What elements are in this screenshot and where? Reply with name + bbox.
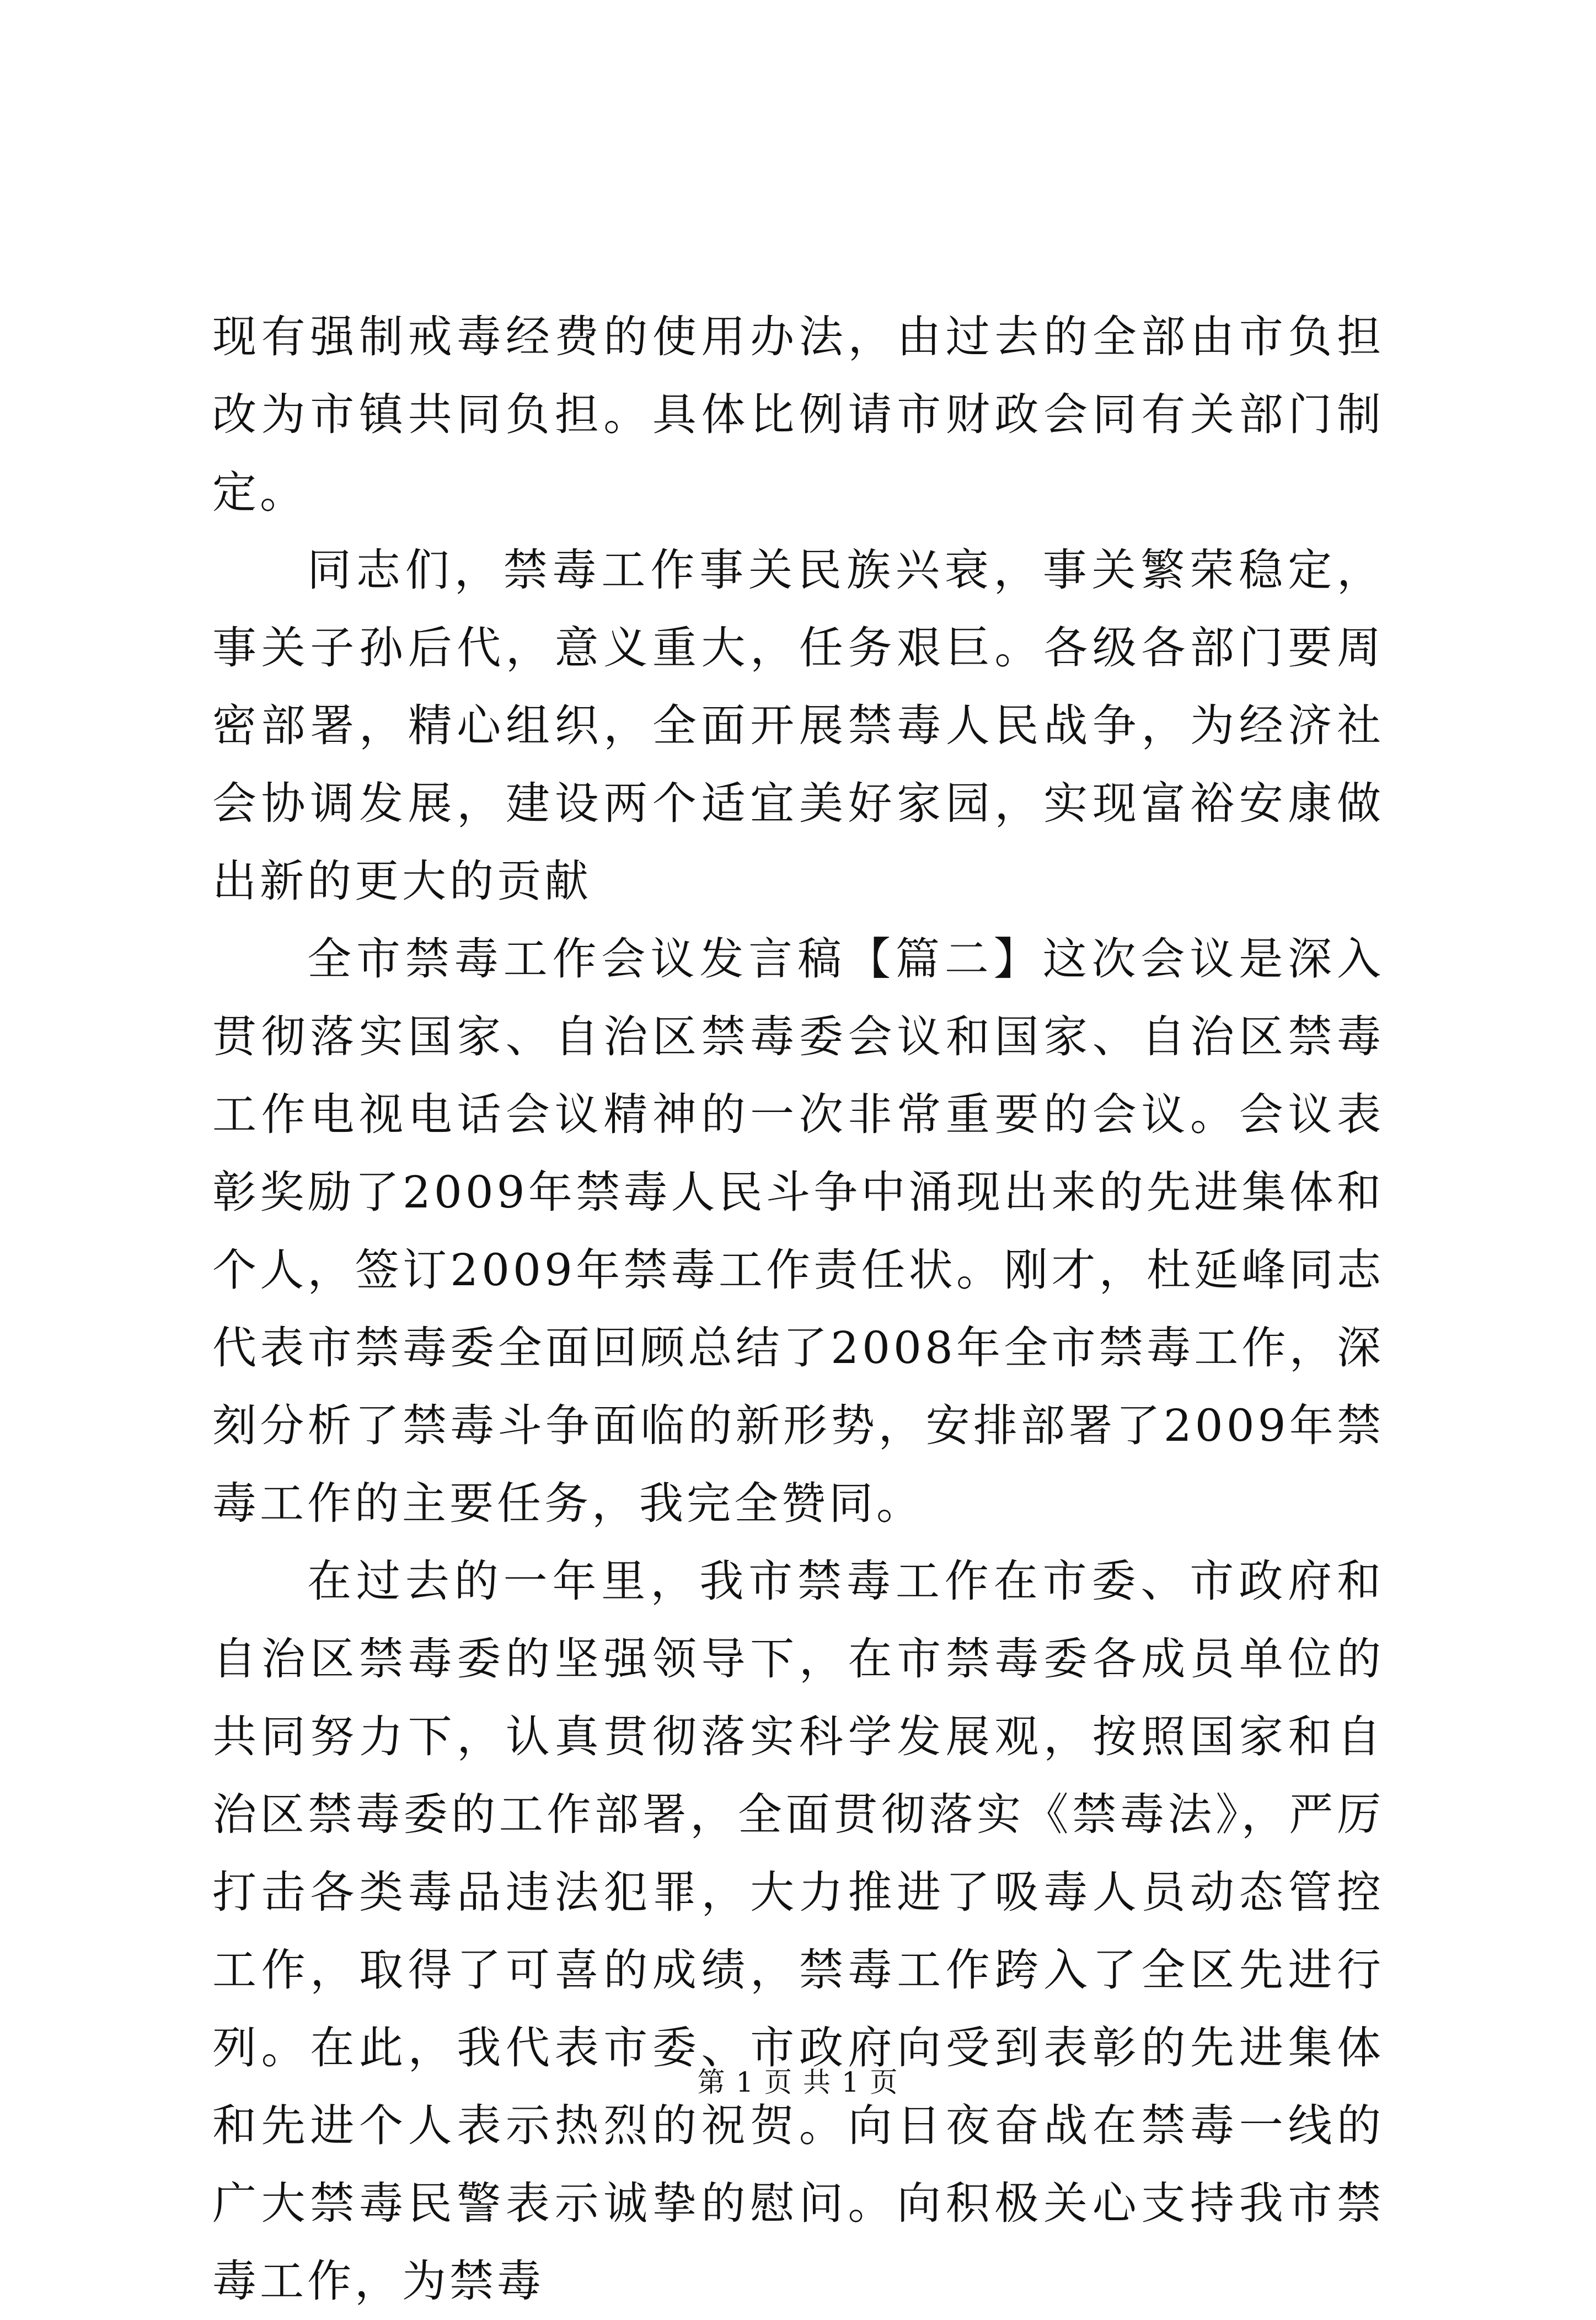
paragraph-1: 现有强制戒毒经费的使用办法，由过去的全部由市负担改为市镇共同负担。具体比例请市财政会同有关部门制定。 <box>212 311 1384 518</box>
page-footer: 第 1 页 共 1 页 <box>697 2066 899 2098</box>
paragraph-4: 在过去的一年里，我市禁毒工作在市委、市政府和自治区禁毒委的坚强领导下，在市禁毒委各成员单位的共同努力下，认真贯彻落实科学发展观，按照国家和自治区禁毒委的工作部署，全面贯彻落实《禁毒法》，严厉打击各类毒品违法犯罪，大力推进了吸毒人员动态管控工作，取得了可喜的成绩，禁毒工作跨入了全区先进行列。在此，我代表市委、市政府向受到表彰的先进集体和先进个人表示热烈的祝贺。向日夜奋战在禁毒一线的广大禁毒民警表示诚挚的慰问。向积极关心支持我市禁毒工作，为禁毒 <box>212 1555 1384 2307</box>
document-body <box>212 298 1384 2320</box>
paragraph-3: 全市禁毒工作会议发言稿【篇二】这次会议是深入贯彻落实国家、自治区禁毒委会议和国家、自治区禁毒工作电视电话会议精神的一次非常重要的会议。会议表彰奖励了2009年禁毒人民斗争中涌现出来的先进集体和个人，签订2009年禁毒工作责任状。刚才，杜延峰同志代表市禁毒委全面回顾总结了2008年全市禁毒工作，深刻分析了禁毒斗争面临的新形势，安排部署了2009年禁毒工作的主要任务，我完全赞同。 <box>212 933 1384 1529</box>
paragraph-2: 同志们，禁毒工作事关民族兴衰，事关繁荣稳定，事关子孙后代，意义重大，任务艰巨。各级各部门要周密部署，精心组织，全面开展禁毒人民战争，为经济社会协调发展，建设两个适宜美好家园，实现富裕安康做出新的更大的贡献 <box>212 544 1384 907</box>
